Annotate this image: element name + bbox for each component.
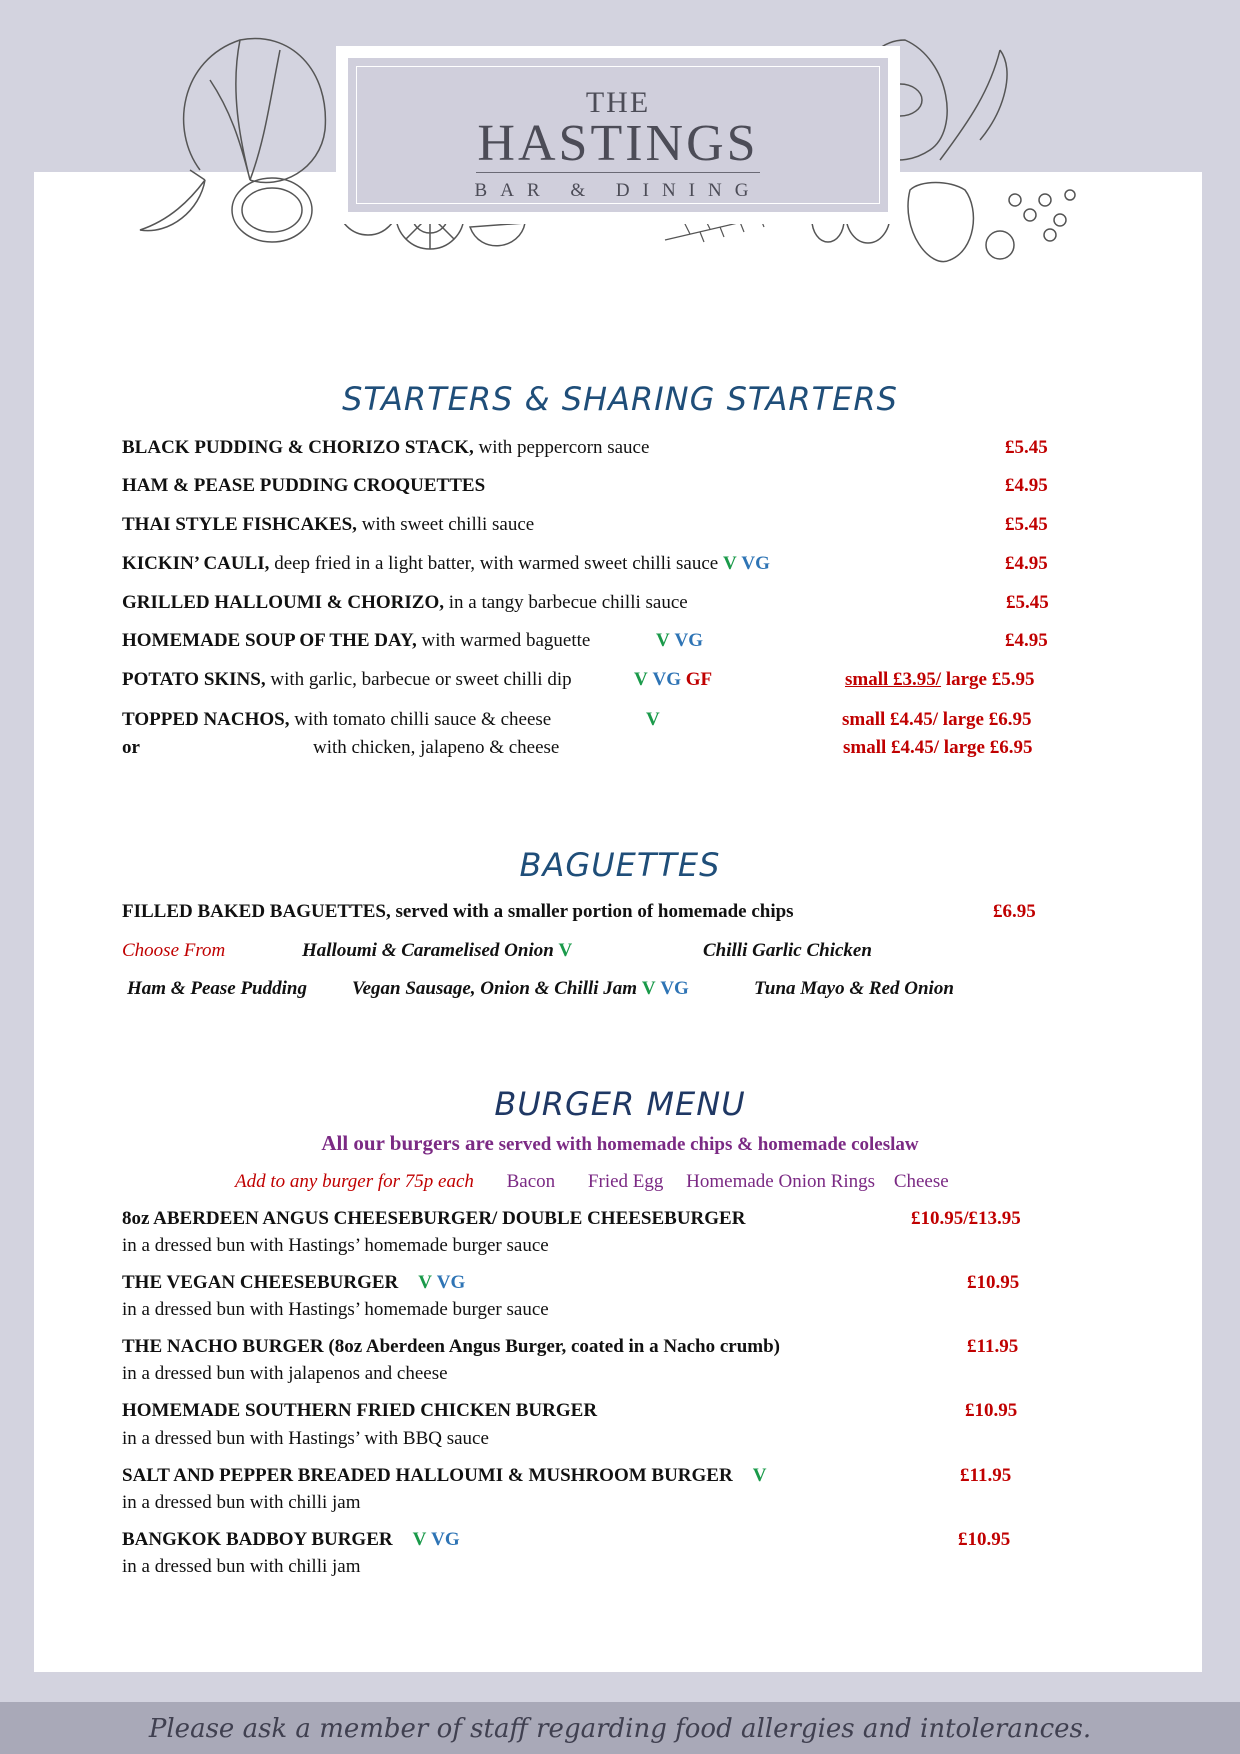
addon-item: Fried Egg <box>587 1171 664 1192</box>
burger-price: £10.95 <box>967 1272 1020 1293</box>
baguette-filling: Chilli Garlic Chicken <box>703 940 872 961</box>
vegetarian-badge: V <box>656 630 670 651</box>
starter-desc: with garlic, barbecue or sweet chilli dip <box>265 669 572 690</box>
vegan-badge: VG <box>431 1529 460 1550</box>
vegetarian-badge: V <box>646 709 660 730</box>
starter-name: HOMEMADE SOUP OF THE DAY, <box>122 630 417 651</box>
burger-item <box>122 1529 460 1551</box>
starter-name: KICKIN’ CAULI, <box>122 553 270 574</box>
burger-price: £11.95 <box>960 1465 1012 1486</box>
starter-item <box>122 592 688 614</box>
burger-subtitle <box>0 1131 1240 1156</box>
vegetarian-badge: V <box>722 553 737 574</box>
starter-desc: with warmed baguette <box>416 630 591 651</box>
starter-name: HAM & PEASE PUDDING CROQUETTES <box>122 475 486 496</box>
burger-desc: in a dressed bun with Hastings’ homemade burger sauce <box>122 1235 549 1256</box>
vegetarian-badge: V <box>412 1529 427 1550</box>
vegan-badge: VG <box>436 1272 466 1293</box>
burger-subtitle-lead: All our burgers are <box>321 1131 494 1155</box>
baguette-filling <box>352 978 689 1000</box>
logo-frame <box>346 56 890 214</box>
vegetarian-badge: V <box>558 940 573 961</box>
baguettes-title: BAGUETTES <box>519 846 721 884</box>
burger-subtitle-rest: served with homemade chips & homemade coleslaw <box>493 1134 919 1155</box>
baguette-filling: Tuna Mayo & Red Onion <box>754 978 954 999</box>
restaurant-logo <box>336 46 900 224</box>
starter-price: £5.45 <box>1006 592 1049 613</box>
starter-desc: with sweet chilli sauce <box>356 514 535 535</box>
large-price: large £5.95 <box>941 669 1035 690</box>
starter-desc: deep fried in a light batter, with warmed sweet chilli sauce <box>269 553 723 574</box>
starter-item <box>122 514 534 536</box>
burger-desc: in a dressed bun with Hastings’ homemade burger sauce <box>122 1299 549 1320</box>
burger-name: SALT AND PEPPER BREADED HALLOUMI & MUSHROOM BURGER <box>122 1465 733 1486</box>
starter-price: small £4.45/ large £6.95 <box>842 709 1032 730</box>
burger-name: HOMEMADE SOUTHERN FRIED CHICKEN BURGER <box>122 1400 598 1421</box>
gluten-free-badge: GF <box>685 669 713 690</box>
starter-item <box>122 475 485 497</box>
starter-item <box>122 437 649 459</box>
logo-divider <box>476 172 760 173</box>
vegan-badge: VG <box>741 553 770 574</box>
starter-item <box>122 669 572 691</box>
vegetarian-badge: V <box>418 1272 433 1293</box>
dietary-badges <box>646 709 660 731</box>
starter-name: GRILLED HALLOUMI & CHORIZO, <box>122 592 444 613</box>
starter-price: £5.45 <box>1005 437 1048 458</box>
starter-price <box>845 669 1034 691</box>
vegetable-illustration-left <box>130 20 360 260</box>
burger-name: THE NACHO BURGER (8oz Aberdeen Angus Burger, coated in a Nacho crumb) <box>122 1336 780 1357</box>
dietary-badges <box>656 630 703 652</box>
burger-desc: in a dressed bun with jalapenos and cheese <box>122 1363 448 1384</box>
burger-item <box>122 1465 766 1487</box>
addon-label: Add to any burger for 75p each <box>235 1171 474 1192</box>
addon-item: Cheese <box>893 1171 949 1192</box>
starter-price: £4.95 <box>1005 475 1048 496</box>
filling-name: Halloumi & Caramelised Onion <box>302 940 554 961</box>
vegan-badge: VG <box>652 669 681 690</box>
starter-name: BLACK PUDDING & CHORIZO STACK, <box>122 437 474 458</box>
burger-name: THE VEGAN CHEESEBURGER <box>122 1272 399 1293</box>
starter-item <box>122 630 590 652</box>
burger-name: 8oz ABERDEEN ANGUS CHEESEBURGER/ DOUBLE CHEESEBURGER <box>122 1208 746 1229</box>
vegetarian-badge: V <box>641 978 656 999</box>
starter-name: or <box>122 737 140 758</box>
dietary-badges <box>634 669 712 691</box>
burger-desc: in a dressed bun with chilli jam <box>122 1556 361 1577</box>
burger-desc: in a dressed bun with Hastings’ with BBQ sauce <box>122 1428 489 1449</box>
filling-name: Vegan Sausage, Onion & Chilli Jam <box>352 978 638 999</box>
burger-desc: in a dressed bun with chilli jam <box>122 1492 361 1513</box>
burger-menu-title: BURGER MENU <box>494 1085 746 1123</box>
starter-item <box>122 737 140 759</box>
burger-price: £11.95 <box>967 1336 1019 1357</box>
starter-price: £4.95 <box>1005 630 1048 651</box>
logo-name: HASTINGS <box>477 115 759 172</box>
allergy-notice: Please ask a member of staff regarding food allergies and intolerances. <box>148 1714 1092 1744</box>
addon-item: Homemade Onion Rings <box>686 1171 876 1192</box>
starter-price: £5.45 <box>1005 514 1048 535</box>
starter-desc: with tomato chilli sauce & cheese <box>289 709 552 730</box>
starter-desc: in a tangy barbecue chilli sauce <box>443 592 688 613</box>
burger-name: BANGKOK BADBOY BURGER <box>122 1529 393 1550</box>
burger-price: £10.95 <box>965 1400 1018 1421</box>
baguettes-heading: FILLED BAKED BAGUETTES, served with a smaller portion of homemade chips <box>122 901 794 922</box>
baguette-filling <box>302 940 572 962</box>
logo-the: THE <box>585 86 651 119</box>
starters-title: STARTERS & SHARING STARTERS <box>342 380 898 418</box>
allergy-footer <box>0 1702 1240 1754</box>
starter-item <box>122 553 770 575</box>
vegetarian-badge: V <box>634 669 648 690</box>
burger-item <box>122 1272 465 1294</box>
starter-name: THAI STYLE FISHCAKES, <box>122 514 357 535</box>
burger-price: £10.95 <box>958 1529 1011 1550</box>
vegetarian-badge: V <box>752 1465 767 1486</box>
starter-item <box>122 709 551 731</box>
vegan-badge: VG <box>660 978 689 999</box>
starter-name: POTATO SKINS, <box>122 669 266 690</box>
starter-desc: with peppercorn sauce <box>473 437 650 458</box>
baguettes-price: £6.95 <box>993 901 1036 922</box>
choose-from-label: Choose From <box>122 940 226 961</box>
starter-desc: with chicken, jalapeno & cheese <box>313 737 560 758</box>
addon-item: Bacon <box>506 1171 556 1192</box>
logo-subtitle: BAR & DINING <box>474 180 762 201</box>
burger-addons <box>235 1171 949 1193</box>
burger-price: £10.95/£13.95 <box>911 1208 1021 1229</box>
vegan-badge: VG <box>674 630 703 651</box>
small-price: small £3.95/ <box>845 669 942 690</box>
starter-price: £4.95 <box>1005 553 1048 574</box>
starter-price: small £4.45/ large £6.95 <box>843 737 1033 758</box>
starter-name: TOPPED NACHOS, <box>122 709 290 730</box>
baguette-filling: Ham & Pease Pudding <box>127 978 307 999</box>
